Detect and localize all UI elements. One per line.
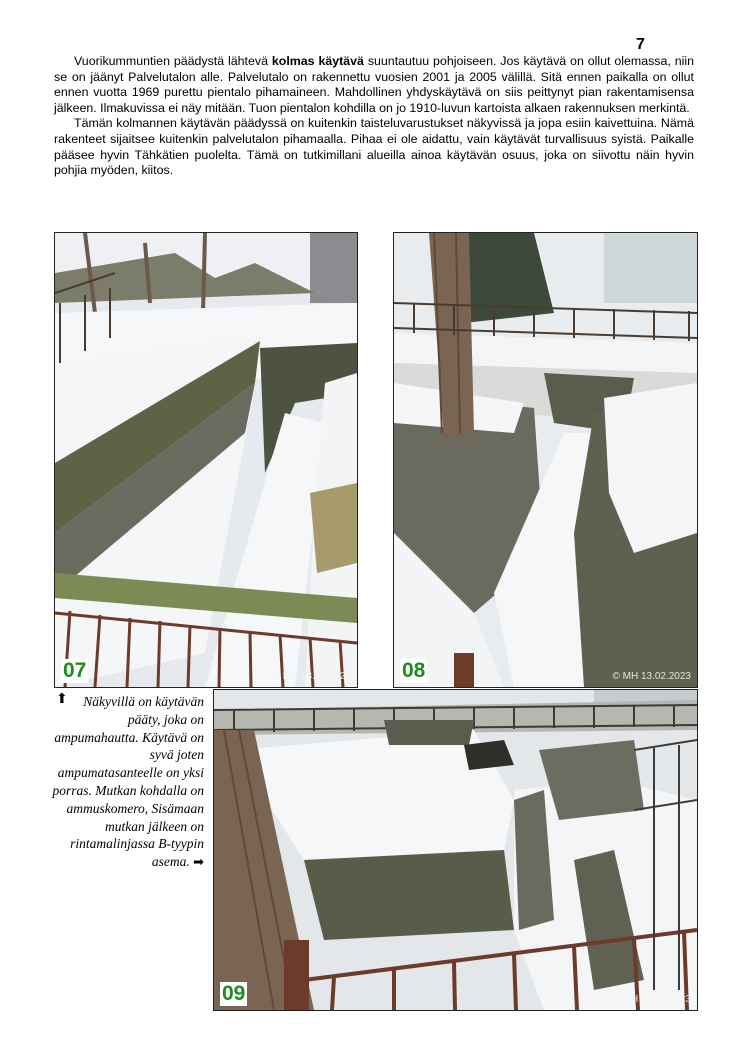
photo-07 [54, 232, 358, 688]
photo-07-image [55, 233, 357, 687]
arrow-up-icon: ⬆ [56, 691, 68, 707]
caption-text: Näkyvillä on käytävän pääty, joka on ampumahautta. Käytävä on syvä joten ampumatasanteelle on yksi porras. Mutkan kohdalla on ammuskomero, Sisämaan mutkan jälkeen on rintamalinjassa B-tyypin asema. [52, 694, 204, 870]
paragraph-1-bold: kolmas käytävä [271, 54, 364, 68]
photo-08-label: 08 [402, 659, 426, 682]
page-number: 7 [636, 36, 645, 53]
paragraph-2: Tämän kolmannen käytävän päädyssä on kuitenkin taisteluvarustukset näkyvissä ja jopa esiin kaivettuina. Nämä rakenteet sijaitsee kuitenkin palvelutalon pihamaalla. Pihaa ei ole aidattu, vain käytävät turvallisuus syistä. Paikalle pääsee hyvin Tähkätien puolelta. Tämä on tutkimillani alueilla ainoa käytävän osuus, joka on siivottu näin hyvin pohjia myöden, kiitos. [54, 116, 694, 178]
body-text [54, 54, 694, 179]
photo-07-credit: © MH 13.02.2023 [272, 671, 351, 682]
photo-caption [52, 693, 204, 872]
photo-09-image [214, 690, 697, 1010]
photo-09-credit: © MH 13.02.2023 [612, 994, 691, 1005]
photo-09 [213, 689, 698, 1011]
photo-08-credit: © MH 13.02.2023 [612, 671, 691, 682]
photo-07-label: 07 [63, 659, 87, 682]
paragraph-1 [54, 54, 694, 116]
paragraph-1-rest: suuntautuu pohjoiseen. Jos käytävä on ollut olemassa, niin se on jäänyt Palvelutalon alle. Palvelutalo on rakennettu vuosien 2001 ja 2005 välillä. Sitä ennen paikalla on ollut ennen vuotta 1969 purettu pientalo pihamaineen. Mahdollinen yhdyskäytävä on siis peittynyt pian rakentamisensa jälkeen. Ilmakuvissa ei näy mitään. Tuon pientalon kohdilla on jo 1910-luvun kartoista alkaen rakennuksen merkintä. [54, 54, 694, 115]
photo-09-label: 09 [222, 982, 246, 1005]
paragraph-1-start: Vuorikummuntien päädystä lähtevä [74, 54, 272, 68]
photo-08-image [394, 233, 697, 687]
arrow-right-icon: ➡ [193, 855, 204, 871]
photo-08 [393, 232, 698, 688]
